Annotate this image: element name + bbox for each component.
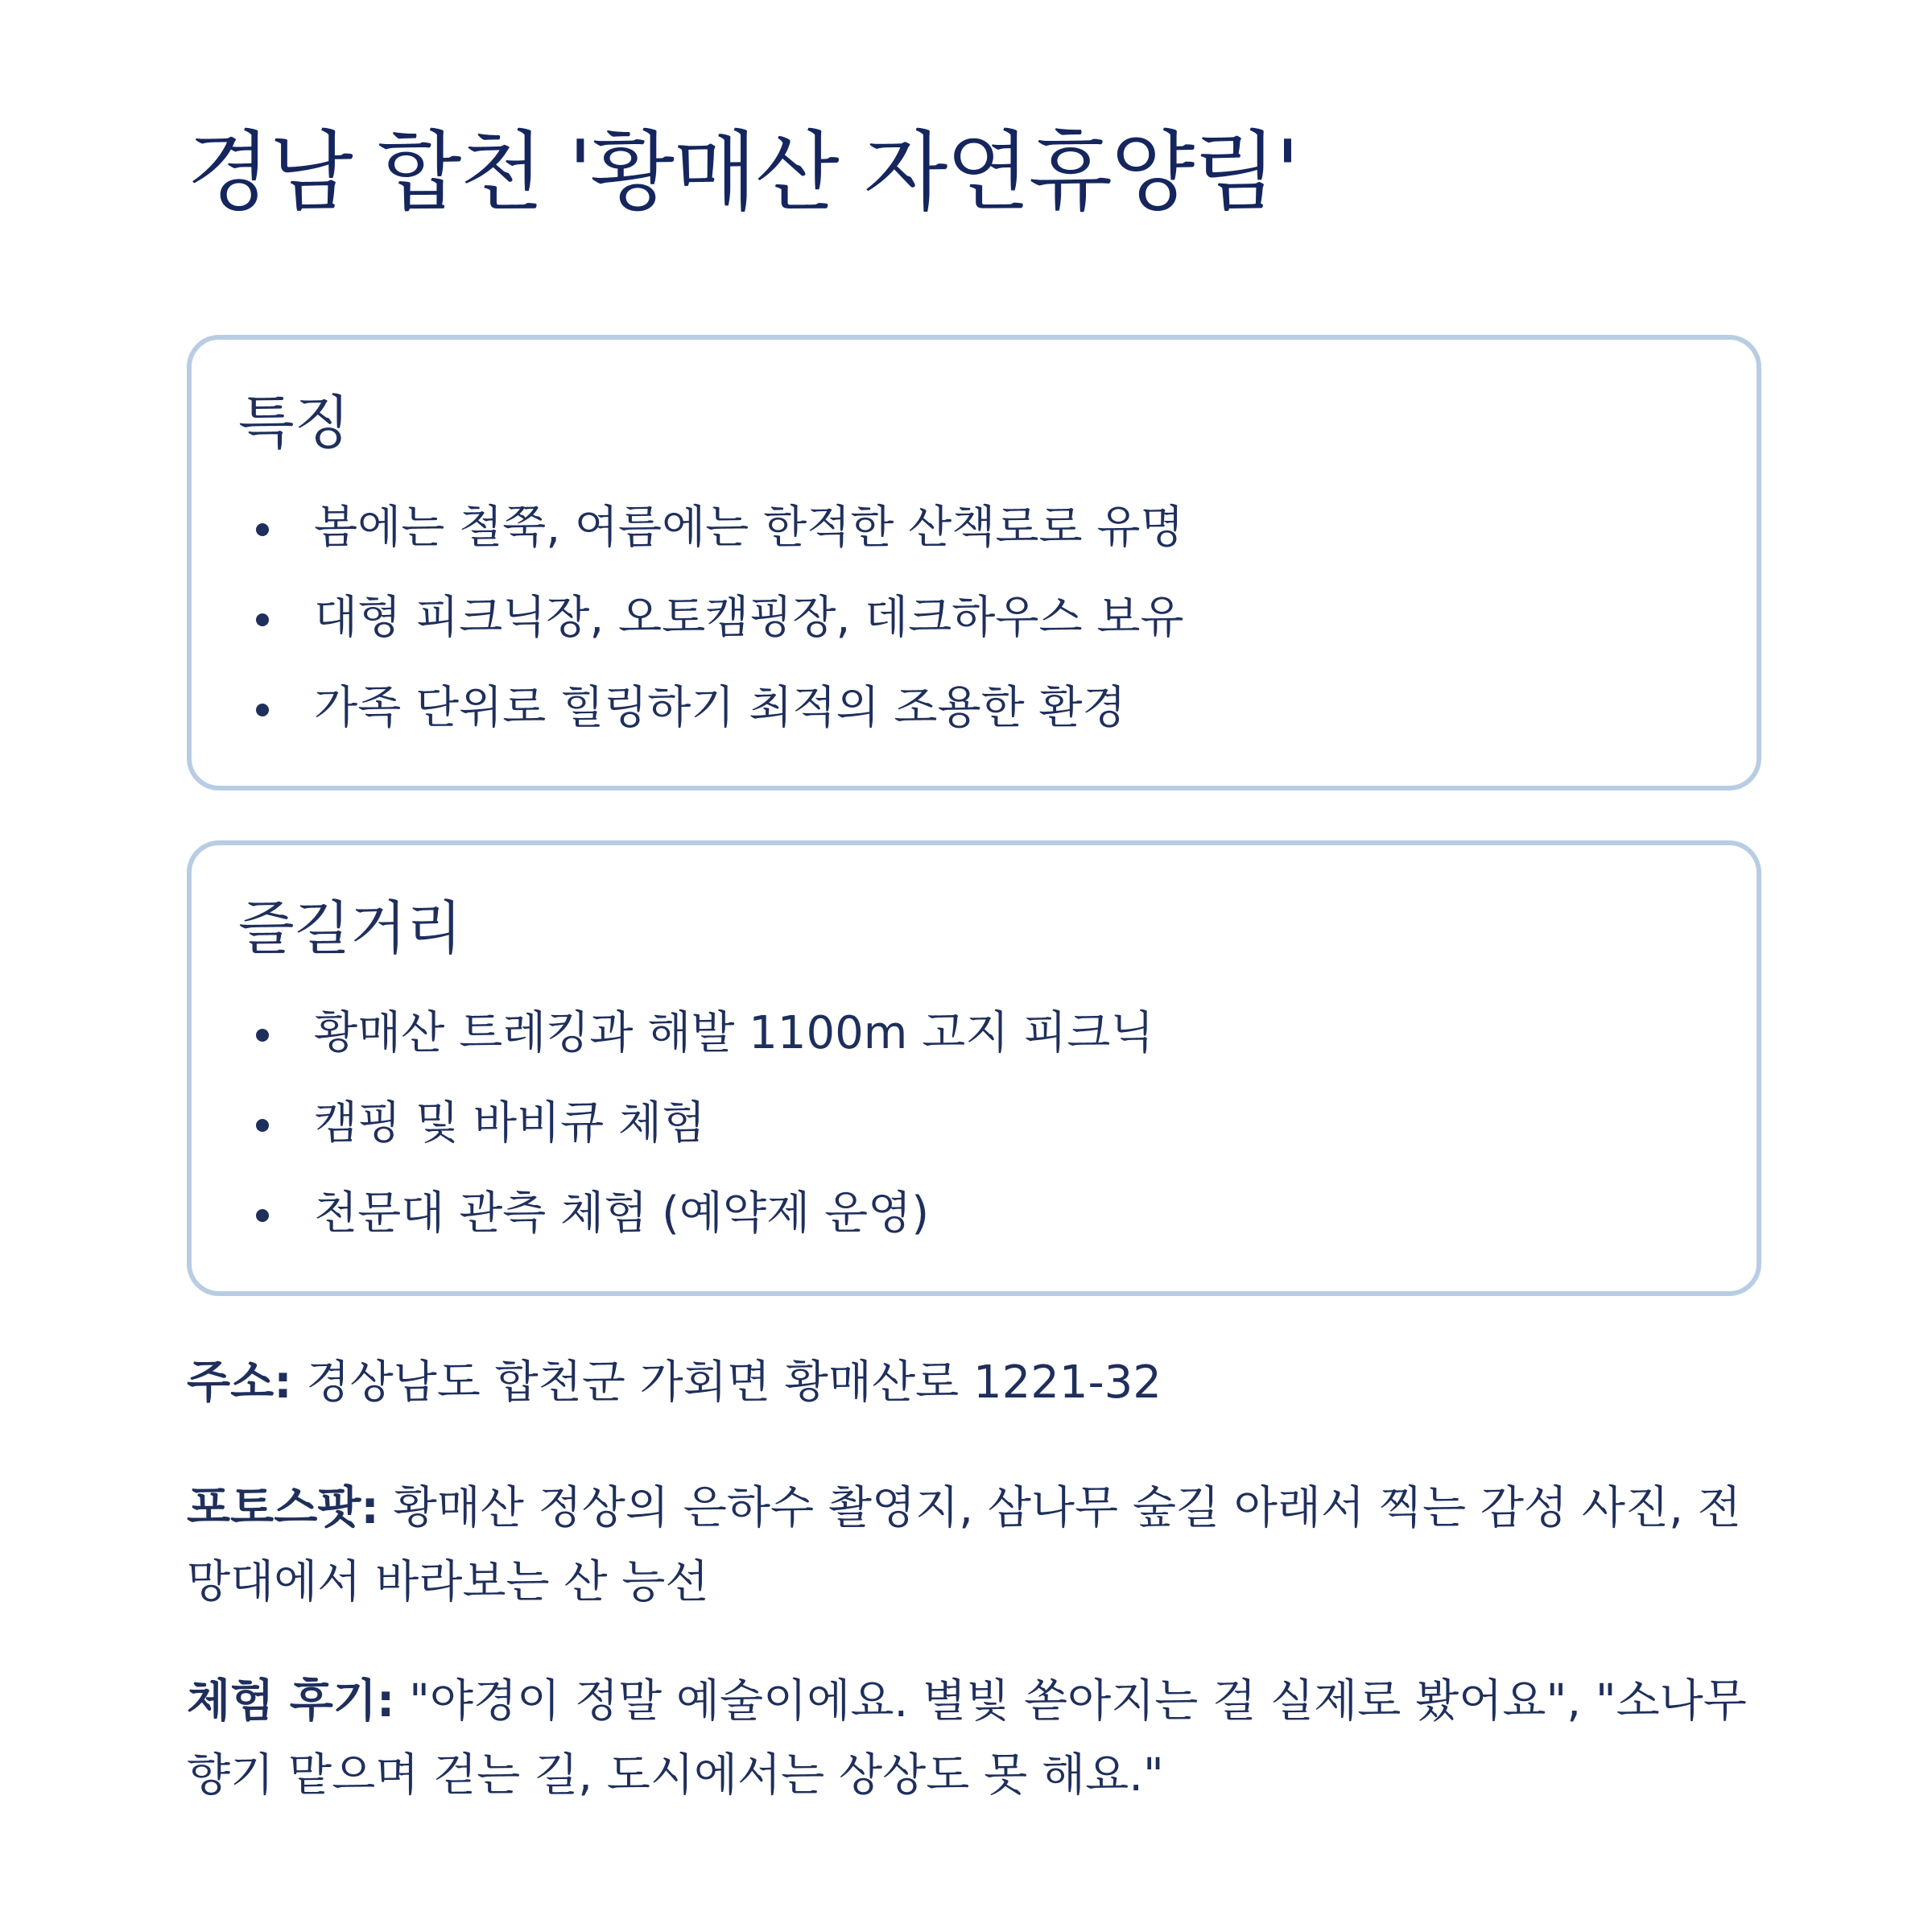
reviews-label: 체험 후기: [187,1675,395,1728]
list-item-text: 천문대 관측 체험 (예약제 운영) [314,1187,930,1240]
list-item-text: 황매산 트레킹과 해발 1100m 고지 피크닉 [314,1007,1154,1059]
list-item-text: 대형 피크닉장, 오토캠핑장, 데크하우스 보유 [314,592,1184,644]
list-item-text: 가족 단위로 힐링하기 최적의 조용한 환경 [314,682,1126,734]
address-label: 주소: [187,1356,292,1409]
list-item [192,1169,1154,1259]
list-item-text: 캠핑 및 바비큐 체험 [314,1097,706,1150]
list-item [192,1079,1154,1169]
features-card [187,335,1761,791]
reviews-value: "야경이 정말 예술이에요. 별빛 쏟아지는 걸 실제로 봤어요", "소나무 향기 맡으며 걷는 길, 도시에서는 상상도 못 해요." [187,1675,1747,1802]
activities-heading: 즐길거리 [238,894,463,962]
page-title: 경남 합천 '황매산 자연휴양림' [187,122,1298,223]
features-heading: 특징 [238,389,351,456]
address-value: 경상남도 합천군 가회면 황매산로 1221-32 [306,1356,1162,1409]
list-item [192,989,1154,1079]
bullet-icon [256,1029,269,1042]
address-paragraph [187,1346,1765,1420]
activities-card [187,840,1761,1296]
list-item [192,483,1184,573]
activities-list [192,989,1154,1259]
bullet-icon [256,1119,269,1132]
list-item-text: 봄에는 철쭉, 여름에는 한적한 산책로로 유명 [314,502,1184,554]
features-list [192,483,1184,753]
bullet-icon [256,704,269,716]
photo-spots-label: 포토스팟: [187,1482,379,1534]
bullet-icon [256,523,269,536]
bullet-icon [256,1209,269,1222]
photo-spots-value: 황매산 정상의 은하수 촬영지, 삼나무 숲길 아래서 찍는 감성 사진, 전망대에서 바라보는 산 능선 [187,1482,1741,1608]
list-item [192,573,1184,663]
photo-spots-paragraph [187,1472,1765,1620]
reviews-paragraph [187,1665,1765,1813]
list-item [192,663,1184,753]
bullet-icon [256,613,269,626]
